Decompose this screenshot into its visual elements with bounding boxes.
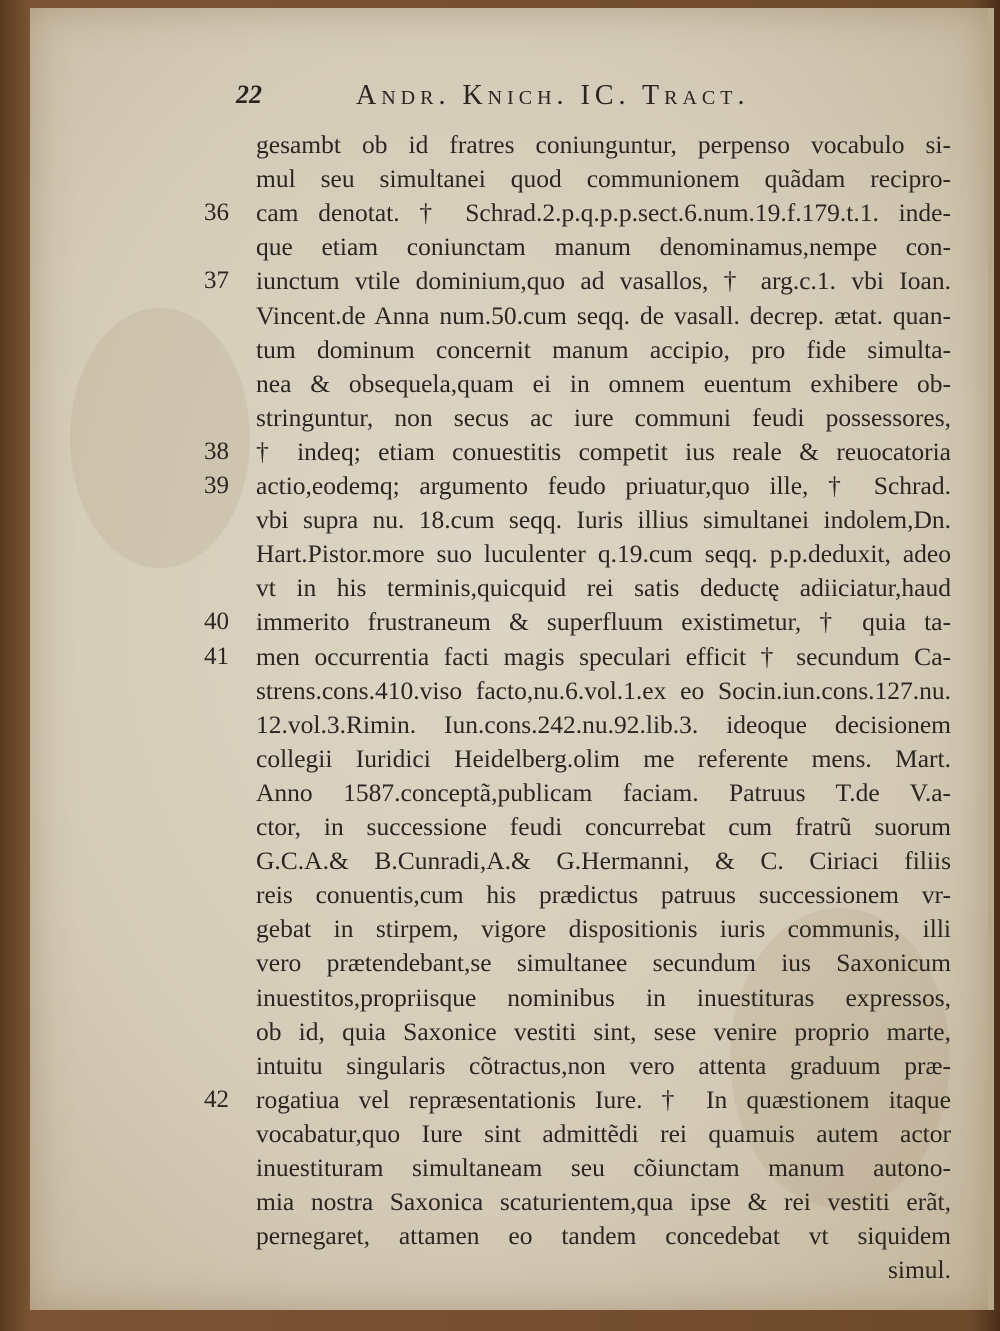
text-line: vt in his terminis,quicquid rei satis deductę adiiciatur,haud (256, 573, 951, 603)
text-line: inuestitos,propriisque nominibus in inuestituras expressos, (256, 982, 951, 1012)
text-line: 12.vol.3.Rimin. Iun.cons.242.nu.92.lib.3. ideoque decisionem (256, 709, 951, 739)
text-line: Hart.Pistor.more suo luculenter q.19.cum seqq. p.p.deduxit, adeo (256, 539, 951, 569)
text-line: strens.cons.410.viso facto,nu.6.vol.1.ex eo Socin.iun.cons.127.nu. (256, 675, 951, 705)
text-line: collegii Iuridici Heidelberg.olim me referente mens. Mart. (256, 743, 951, 773)
text-line: iunctum vtile dominium,quo ad vasallos, † arg.c.1. vbi Ioan. (256, 266, 951, 296)
text-line: † indeq; etiam conuestitis competit ius reale & reuocatoria (256, 436, 951, 466)
page-header (236, 80, 846, 116)
text-line: mul seu simultanei quod communionem quãdam recipro- (256, 164, 951, 194)
text-line: actio,eodemq; argumento feudo priuatur,quo ille, † Schrad. (256, 471, 951, 500)
margin-number: 40 (204, 608, 229, 636)
text-line: cam denotat. † Schrad.2.p.q.p.p.sect.6.num.19.f.179.t.1. inde- (256, 198, 951, 228)
margin-number: 36 (204, 199, 229, 227)
text-line: immerito frustraneum & superfluum existimetur, † quia ta- (256, 607, 951, 637)
text-line: Anno 1587.conceptã,publicam faciam. Patruus T.de V.a- (256, 777, 951, 807)
text-line: mia nostra Saxonica scaturientem,qua ipse & rei vestiti erãt, (256, 1187, 951, 1217)
text-line: vbi supra nu. 18.cum seqq. Iuris illius simultanei indolem,Dn. (256, 505, 951, 535)
text-line: tum dominum concernit manum accipio, pro fide simulta- (256, 334, 951, 364)
text-line: intuitu singularis cõtractus,non vero attenta graduum præ- (256, 1050, 951, 1080)
margin-number: 41 (204, 642, 229, 670)
text-line: G.C.A.& B.Cunradi,A.& G.Hermanni, & C. Ciriaci filiis (256, 846, 951, 876)
text-line: ctor, in successione feudi concurrebat cum fratrũ suorum (256, 812, 951, 841)
text-line: reis conuentis,cum his prædictus patruus successionem vr- (256, 880, 951, 910)
text-line: vero prætendebant,se simultanee secundum ius Saxonicum (256, 948, 951, 978)
text-line: stringuntur, non secus ac iure communi feudi possessores, (256, 402, 951, 432)
margin-number: 38 (204, 437, 229, 465)
text-line: Vincent.de Anna num.50.cum seqq. de vasall. decrep. ætat. quan- (256, 300, 951, 330)
text-line: gesambt ob id fratres coniunguntur, perpenso vocabulo si- (256, 130, 951, 159)
text-line: vocabatur,quo Iure sint admittẽdi rei quamuis autem actor (256, 1118, 951, 1148)
text-line: rogatiua vel repræsentationis Iure. † In quæstionem itaque (256, 1084, 951, 1114)
text-line: gebat in stirpem, vigore dispositionis iuris communis, illi (256, 914, 951, 944)
text-line: men occurrentia facti magis speculari efficit † secundum Ca- (256, 641, 951, 671)
page-number: 22 (236, 80, 262, 109)
text-line: que etiam coniunctam manum denominamus,nempe con- (256, 232, 951, 262)
text-line: pernegaret, attamen eo tandem concedebat vt siquidem (256, 1221, 951, 1251)
margin-number: 39 (204, 472, 229, 499)
margin-number: 37 (204, 267, 229, 295)
text-line: simul. (887, 1255, 951, 1285)
running-head: Andr. Knich. IC. Tract. (356, 80, 750, 111)
text-line: inuestituram simultaneam seu cõiunctam manum autono- (256, 1153, 951, 1182)
margin-number: 42 (204, 1085, 229, 1113)
text-line: nea & obsequela,quam ei in omnem euentum exhibere ob- (256, 368, 951, 398)
text-line: ob id, quia Saxonice vestiti sint, sese venire proprio marte, (256, 1016, 951, 1046)
